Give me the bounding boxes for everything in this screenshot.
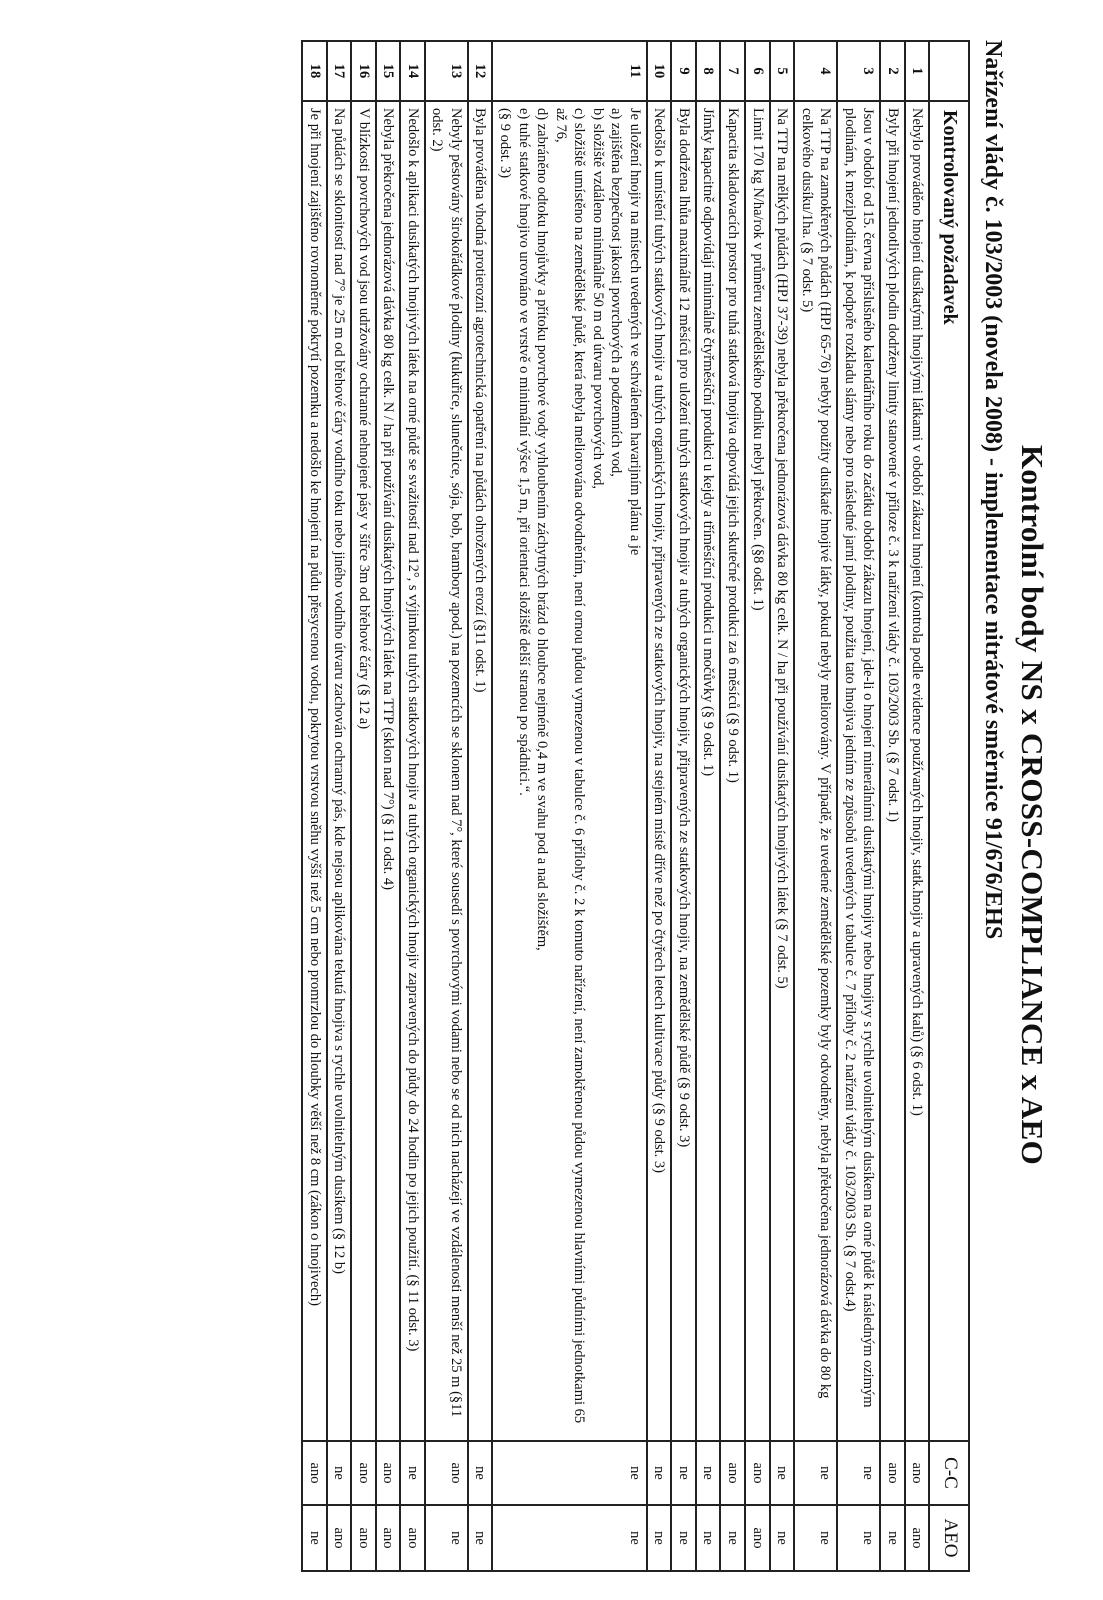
cc-value: ne: [400, 1441, 425, 1505]
row-number: 17: [327, 41, 352, 101]
requirement-text: Na TTP na mělkých půdách (HPJ 37-39) nebyla překročena jednorázová dávka 80 kg celk. N / ha při používání dusíkatých hnojivých látek (§ 7 odst. 5): [770, 101, 795, 1441]
table-row: [647, 41, 672, 1571]
cc-value: ano: [351, 1441, 376, 1505]
aeo-value: ano: [905, 1505, 930, 1571]
row-number: 10: [647, 41, 672, 101]
aeo-value: ne: [671, 1505, 696, 1571]
requirement-text: Limit 170 kg N/ha/rok v průměru zemědělského podniku nebyl překročen. (§8 odst. 1): [745, 101, 770, 1441]
document-title: Kontrolní body NS x CROSS-COMPLIANCE x AEO: [1015, 445, 1050, 1165]
cc-value: ne: [327, 1441, 352, 1505]
table-row: [720, 41, 745, 1571]
requirement-line: c) složiště umístěno na zemědělské půdě, která nebyla meliorována odvodněním, není ornou půdou vymezenou v tabulce č. 6 přílohy č. 2 k tomuto nařízení, není zamokřenou půdou vymezenou hlavními půdními jednotkami 65 až 76,: [552, 108, 588, 1424]
row-number: 8: [696, 41, 721, 101]
aeo-value: ne: [468, 1505, 493, 1571]
row-number: 13: [425, 41, 468, 101]
row-number: 4: [794, 41, 837, 101]
aeo-value: ne: [880, 1505, 905, 1571]
header-cc: C-C: [929, 1441, 969, 1505]
cc-value: ne: [647, 1441, 672, 1505]
table-row: [302, 41, 327, 1571]
table-row: [468, 41, 493, 1571]
aeo-value: ne: [425, 1505, 468, 1571]
table-row: [794, 41, 837, 1571]
header-aeo: AEO: [929, 1505, 969, 1571]
aeo-value: ano: [376, 1505, 401, 1571]
requirement-text: Jsou v období od 15. června příslušného kalendářního roku do začátku období zákazu hnojení, jde-li o hnojení minerálními dusíkatými hnojivy nebo hnojivy s rychle uvolnitelným dusíkem na orné půdě k následným ozimým plodinám, k meziplodinám, k podpoře rozkladu slámy nebo pro následné jarní plodiny, použita tato hnojiva jedním ze způsobů uvedených v tabulce č. 7 přílohy č. 2 nařízení vlády č. 103/2003 Sb. (§ 7 odst.4): [837, 101, 880, 1441]
table-row: [671, 41, 696, 1571]
cc-value: ano: [905, 1441, 930, 1505]
row-number: 14: [400, 41, 425, 101]
requirement-text: Nebyly pěstovány širokořádkové plodiny (kukuřice, slunečnice, sója, bob, brambory apod.) na pozemcích se sklonem nad 7°, které sousedí s povrchovými vodami nebo se od nich nacházejí ve vzdálenosti menší než 25 m (§11 odst. 2): [425, 101, 468, 1441]
row-number: 7: [720, 41, 745, 101]
cc-value: ne: [492, 1441, 646, 1505]
table-row: [400, 41, 425, 1571]
requirement-text: Byla prováděna vhodná protierozní agrotechnická opatření na půdách ohrožených erozí (§11 odst. 1): [468, 101, 493, 1441]
table-body: [302, 41, 929, 1571]
requirement-line: a) zajištěna bezpečnost jakosti povrchových a podzemních vod,: [608, 108, 625, 477]
aeo-value: ne: [647, 1505, 672, 1571]
row-number: 16: [351, 41, 376, 101]
requirement-line: d) zabráněno odtoku hnojůvky a přítoku povrchové vody vyhloubením záchytných brázd o hloubce nejméně 0,4 m ve svahu pod a nad složištěm,: [534, 108, 551, 951]
requirement-text: Na TTP na zamokřených půdách (HPJ 65-76) nebyly použity dusíkaté hnojivé látky, pokud nebyly meliorovány. V případě, že uvedené zemědělské pozemky byly odvodněny, nebyla překročena jednorázová dávka do 80 kg celkového dusíku/1ha. (§ 7 odst. 5): [794, 101, 837, 1441]
row-number: 18: [302, 41, 327, 101]
row-number: 1: [905, 41, 930, 101]
row-number: 12: [468, 41, 493, 101]
cc-value: ano: [720, 1441, 745, 1505]
requirement-text: [492, 101, 646, 1441]
requirement-text: Na půdách se sklonitostí nad 7° je 25 m od břehové čáry vodního toku nebo jiného vodního útvaru zachován ochranný pás, kde nejsou aplikována tekutá hnojiva s rychle uvolnitelným dusíkem (§ 12 b): [327, 101, 352, 1441]
table-row: [837, 41, 880, 1571]
aeo-value: ne: [794, 1505, 837, 1571]
requirement-text: Je při hnojení zajištěno rovnoměrné pokrytí pozemku a nedošlo ke hnojení na půdu přesycenou vodou, pokrytou vrstvou sněhu vyšší než 5 cm nebo promrzlou do hloubky větší než 8 cm (zákon o hnojivech): [302, 101, 327, 1441]
cc-value: ne: [671, 1441, 696, 1505]
cc-value: ano: [302, 1441, 327, 1505]
table-row: [425, 41, 468, 1571]
cc-value: ne: [770, 1441, 795, 1505]
requirement-text: Byla dodržena lhůta maximálně 12 měsíců pro uložení tuhých statkových hnojiv a tuhých organických hnojiv, připravených ze statkových hnojiv, na zemědělské půdě (§ 9 odst. 3): [671, 101, 696, 1441]
cc-value: ano: [376, 1441, 401, 1505]
header-requirement: Kontrolovaný požadavek: [929, 101, 969, 1441]
row-number: 2: [880, 41, 905, 101]
cc-value: ne: [794, 1441, 837, 1505]
aeo-value: ano: [327, 1505, 352, 1571]
requirements-table: [301, 40, 970, 1572]
requirement-text: Nedošlo k umístění tuhých statkových hnojiv a tuhých organických hnojiv, připravených ze statkových hnojiv, na stejném místě dříve než po čtyřech letech kultivace půdy (§ 9 odst. 3): [647, 101, 672, 1441]
table-row: [376, 41, 401, 1571]
requirement-line: Je uložení hnojiv na místech uvedených ve schváleném havarijním plánu a je: [626, 108, 643, 556]
table-row: [696, 41, 721, 1571]
cc-value: ne: [468, 1441, 493, 1505]
aeo-value: ne: [302, 1505, 327, 1571]
requirement-text: Kapacita skladovacích prostor pro tuhá statková hnojiva odpovídá jejich skutečné produkci za 6 měsíců (§ 9 odst. 1): [720, 101, 745, 1441]
requirement-text: Nebyla překročena jednorázová dávka 80 kg celk. N / ha při používání dusíkatých hnojivých látek na TTP (sklon nad 7°) (§ 11 odst. 4): [376, 101, 401, 1441]
requirement-line: (§ 9 odst. 3): [497, 108, 514, 179]
table-row: [745, 41, 770, 1571]
table-row: [492, 41, 646, 1571]
requirement-text: Jímky kapacitně odpovídají minimálně čtyřměsíční produkci u kejdy a tříměsíční produkci u močůvky (§ 9 odst. 1): [696, 101, 721, 1441]
aeo-value: ano: [351, 1505, 376, 1571]
aeo-value: ano: [400, 1505, 425, 1571]
aeo-value: ne: [770, 1505, 795, 1571]
cc-value: ne: [696, 1441, 721, 1505]
table-row: [351, 41, 376, 1571]
requirement-text: Nebylo prováděno hnojení dusíkatými hnojivými látkami v období zákazu hnojení (kontrola podle evidence používaných hnojiv, statk.hnojiv a upravených kalů) (§ 6 odst. 1): [905, 101, 930, 1441]
table-row: [327, 41, 352, 1571]
table-row: [905, 41, 930, 1571]
requirement-line: e) tuhé statkové hnojivo urovnáno ve vrstvě o minimální výšce 1,5 m, při orientaci složiště delší stranou po spádnici.“.: [515, 108, 532, 796]
row-number: 6: [745, 41, 770, 101]
row-number: 5: [770, 41, 795, 101]
cc-value: ano: [745, 1441, 770, 1505]
document-sheet: [50, 40, 1050, 1570]
cc-value: ano: [425, 1441, 468, 1505]
cc-value: ano: [880, 1441, 905, 1505]
requirement-line: b) složiště vzdáleno minimálně 50 m od útvaru povrchových vod,: [589, 108, 606, 489]
cc-value: ne: [837, 1441, 880, 1505]
table-row: [880, 41, 905, 1571]
aeo-value: ne: [720, 1505, 745, 1571]
header-num: [929, 41, 969, 101]
row-number: 11: [492, 41, 646, 101]
aeo-value: ne: [837, 1505, 880, 1571]
document-subtitle: Nařízení vlády č. 103/2003 (novela 2008) - implementace nitrátové směrnice 91/676/EHS: [980, 40, 1006, 940]
table-header-row: [929, 41, 969, 1571]
requirement-text: V blízkosti povrchových vod jsou udržovány ochranné nehnojené pásy v šířce 3m od břehové čáry (§ 12 a): [351, 101, 376, 1441]
row-number: 3: [837, 41, 880, 101]
table-row: [770, 41, 795, 1571]
aeo-value: ne: [492, 1505, 646, 1571]
requirement-text: Byly při hnojení jednotlivých plodin dodrženy limity stanovené v příloze č. 3 k nařízení vlády č. 103/2003 Sb. (§ 7 odst. 1): [880, 101, 905, 1441]
row-number: 9: [671, 41, 696, 101]
aeo-value: ano: [745, 1505, 770, 1571]
row-number: 15: [376, 41, 401, 101]
requirement-text: Nedošlo k aplikaci dusíkatých hnojivých látek na orné půdě se svažitostí nad 12°, s výjimkou tuhých statkových hnojiv a tuhých organických hnojiv zapravených do půdy do 24 hodin po jejich použití. (§ 11 odst. 3): [400, 101, 425, 1441]
aeo-value: ne: [696, 1505, 721, 1571]
